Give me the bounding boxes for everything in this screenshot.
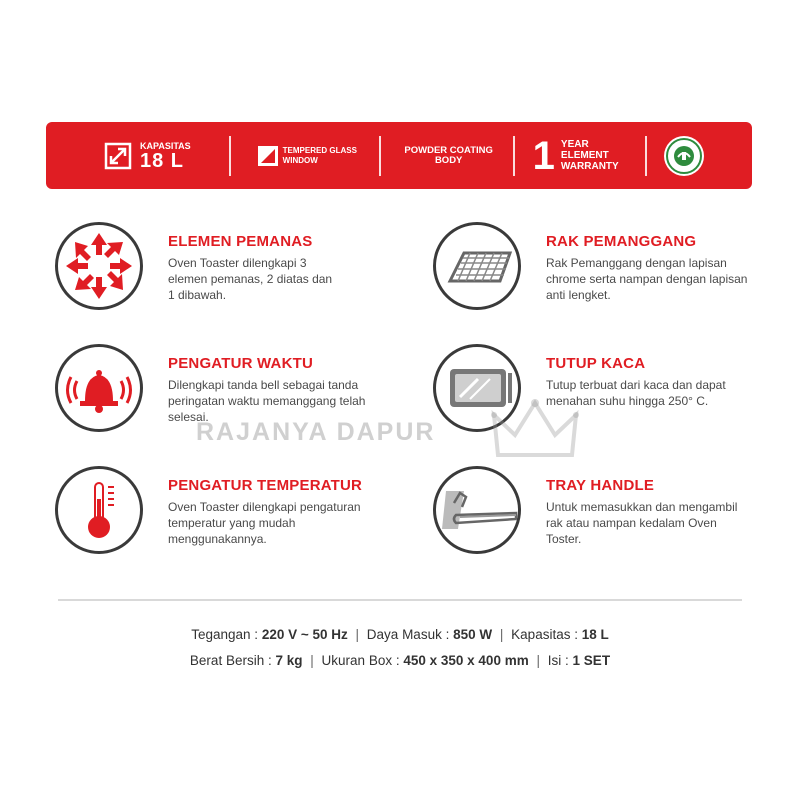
spec-value: 850 W <box>453 627 493 642</box>
banner-divider <box>379 136 381 176</box>
heating-arrows-icon <box>55 222 143 310</box>
halal-seal-icon <box>663 135 705 177</box>
glass-badge <box>257 122 365 189</box>
warranty-number: 1 <box>532 133 555 178</box>
warranty-badge <box>533 122 635 189</box>
section-divider <box>58 599 742 601</box>
specifications <box>40 622 760 674</box>
spec-value: 450 x 350 x 400 mm <box>403 653 529 668</box>
feature-description: Untuk memasukkan dan mengambil rak atau nampan kedalam Oven Toster. <box>546 500 738 546</box>
spec-line-1 <box>40 622 760 648</box>
spec-value: 1 SET <box>572 653 611 668</box>
capacity-value: 18 L <box>140 149 185 172</box>
banner-divider <box>645 136 647 176</box>
spec-separator: | <box>355 627 360 642</box>
tray-handle-icon <box>433 466 521 554</box>
spec-line-2 <box>40 648 760 674</box>
feature-temperature <box>55 466 415 566</box>
feature-description: Tutup terbuat dari kaca dan dapat menahan suhu hingga 250° C. <box>546 378 726 408</box>
spec-label: Kapasitas : <box>511 627 578 642</box>
bell-icon <box>55 344 143 432</box>
coating-label: POWDER COATING BODY <box>404 144 493 166</box>
glass-label: TEMPERED GLASS WINDOW <box>282 145 357 165</box>
feature-heating <box>55 222 415 322</box>
capacity-badge <box>104 122 191 189</box>
banner-divider <box>229 136 231 176</box>
warranty-text: YEAR ELEMENT WARRANTY <box>560 139 619 172</box>
spec-label: Berat Bersih : <box>189 653 272 668</box>
spec-value: 18 L <box>581 627 609 642</box>
feature-description: Rak Pemanggang dengan lapisan chrome serta nampan dengan lapisan anti lengket. <box>546 256 748 302</box>
feature-title: PENGATUR WAKTU <box>168 355 314 372</box>
feature-banner <box>46 122 752 189</box>
thermometer-icon <box>55 466 143 554</box>
feature-description: Dilengkapi tanda bell sebagai tanda peringatan waktu memanggang telah selesai. <box>168 378 366 424</box>
spec-separator: | <box>536 653 540 668</box>
spec-label: Tegangan : <box>191 627 259 642</box>
spec-label: Ukuran Box : <box>321 653 400 668</box>
spec-label: Daya Masuk : <box>366 627 450 642</box>
crown-icon <box>490 395 580 465</box>
feature-description: Oven Toaster dilengkapi 3 elemen pemanas, 2 diatas dan 1 dibawah. <box>168 256 333 302</box>
glass-window-icon <box>257 145 279 167</box>
spec-separator: | <box>499 627 504 642</box>
feature-tray-handle <box>433 466 793 566</box>
feature-description: Oven Toaster dilengkapi pengaturan temperatur yang mudah menggunakannya. <box>168 500 361 546</box>
coating-badge <box>399 122 499 189</box>
spec-value: 7 kg <box>275 653 303 668</box>
feature-title: PENGATUR TEMPERATUR <box>168 477 363 494</box>
spec-value: 220 V ~ 50 Hz <box>261 627 348 642</box>
feature-title: RAK PEMANGGANG <box>546 233 697 250</box>
grill-rack-icon <box>433 222 521 310</box>
spec-separator: | <box>310 653 314 668</box>
feature-rack <box>433 222 793 322</box>
capacity-label: KAPASITAS <box>140 140 191 151</box>
halal-badge <box>663 122 705 189</box>
spec-label: Isi : <box>547 653 569 668</box>
feature-title: ELEMEN PEMANAS <box>168 233 313 250</box>
banner-divider <box>513 136 515 176</box>
resize-icon <box>104 142 134 170</box>
feature-title: TUTUP KACA <box>546 355 646 372</box>
feature-title: TRAY HANDLE <box>546 477 655 494</box>
watermark-text: RAJANYA DAPUR <box>196 418 436 446</box>
feature-glass-door <box>433 344 793 444</box>
